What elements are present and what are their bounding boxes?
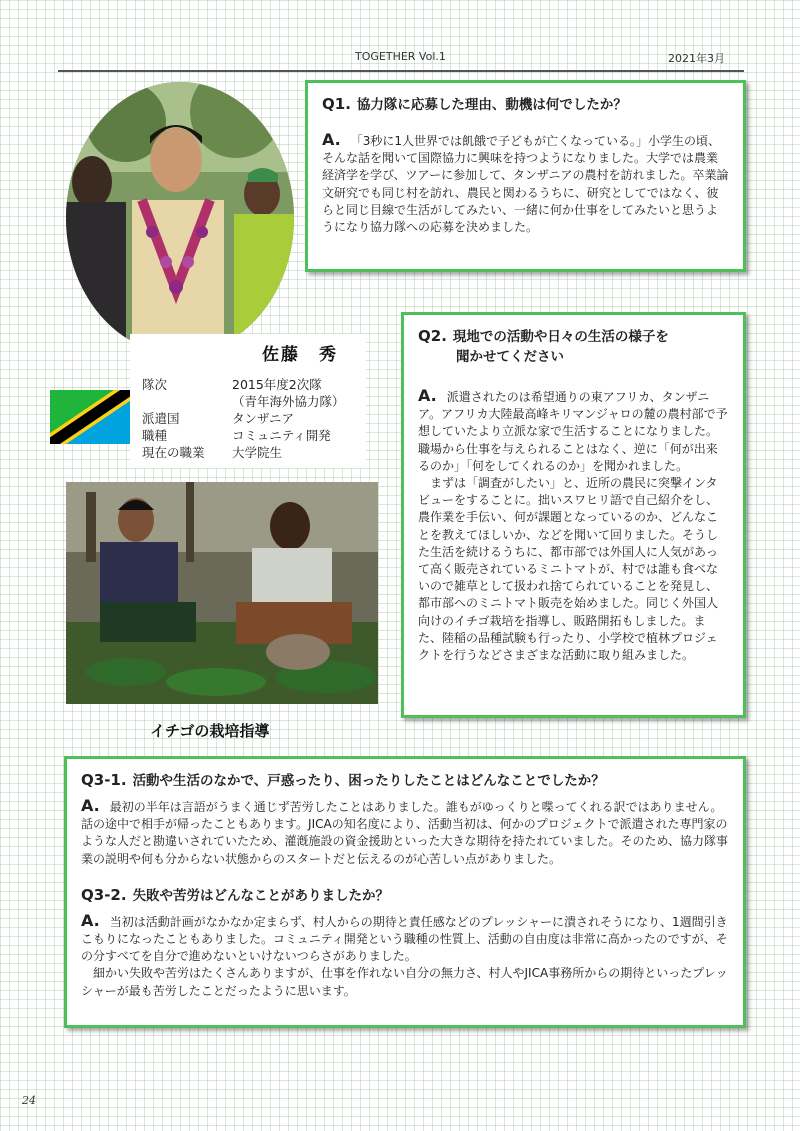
q2-question-line2: 聞かせてください: [456, 349, 564, 365]
q3-1-question-text: 活動や生活のなかで、戸惑ったり、困ったりしたことはどんなことでしたか？: [132, 773, 605, 789]
profile-row-current-job: [142, 444, 345, 461]
profile-row-term: [142, 376, 345, 393]
q1-number: Q1.: [322, 95, 351, 113]
portrait-photo: [66, 82, 294, 354]
magazine-title: TOGETHER Vol.1: [355, 50, 446, 63]
q1-answer-text: 「3秒に1人世界では飢餓で子どもが亡くなっている。」小学生の頃、そんな話を聞いて国際協力に興味を持つようになりました。大学では農業経済学を学び、ツアーに参加して、タンザニアの農村を訪れました。卒業論文研究でも同じ村を訪れ、農民と関わるうちに、研究としてではなく、彼らと同じ目線で生活がしてみたい、一緒に何か仕事をしてみたいと思うようになり協力隊への応募を決めました。: [322, 134, 729, 235]
q3-2-answer-paragraph-1: 当初は活動計画がなかなか定まらず、村人からの期待と責任感などのプレッシャーに潰されそうになり、1週間引きこもりになったこともありました。コミュニティ開発という職種の性質上、活動の自由度は非常に高かったのですが、その分すべてを自分で進めないといけないつらさがありました。: [81, 914, 728, 964]
q3-2-question-text: 失敗や苦労はどんなことがありましたか？: [132, 887, 390, 904]
q3-1-question: [81, 769, 729, 789]
q3-2-answer-label: A.: [81, 910, 100, 930]
page-number: 24: [22, 1094, 36, 1107]
q2-box: [401, 312, 746, 718]
q3-2-question: [81, 884, 729, 904]
q1-question-text: 協力隊に応募した理由、動機は何でしたか？: [356, 97, 627, 113]
q1-question: [322, 93, 729, 113]
tanzania-flag-icon: [50, 390, 130, 444]
profile-key: [142, 393, 232, 410]
profile-row-program: [142, 393, 345, 410]
q3-2-number: Q3-2.: [81, 885, 127, 904]
q3-box: [64, 756, 746, 1028]
q3-1-number: Q3-1.: [81, 771, 127, 789]
q1-box: [305, 80, 746, 272]
q3-2-answer: [81, 912, 729, 1000]
profile-key: 隊次: [142, 377, 168, 392]
profile-row-country: [142, 410, 345, 427]
q2-answer-paragraph-1: 派遣されたのは希望通りの東アフリカ、タンザニア。アフリカ大陸最高峰キリマンジャロの麓の農村部で予想していたより立派な家で生活することになりました。職場から仕事を与えられることはなく、逆に「何が出来るのか」「何をしてくれるのか」を聞かれました。: [418, 390, 728, 473]
q2-number: Q2.: [418, 327, 447, 345]
profile-value: タンザニア: [232, 411, 295, 426]
photo-caption: イチゴの栽培指導: [150, 722, 270, 740]
q3-2-answer-paragraph-2: 細かい失敗や苦労はたくさんありますが、仕事を作れない自分の無力さ、村人やJICA事務所からの期待といったプレッシャーが最も苦労したことだったように思います。: [81, 966, 728, 998]
q2-question-line1: 現地での活動や日々の生活の様子を: [452, 329, 669, 345]
profile-key: 職種: [142, 428, 168, 443]
q2-answer: [418, 387, 729, 664]
volunteer-name: 佐藤 秀: [262, 345, 338, 365]
profile-value: （青年海外協力隊）: [232, 394, 345, 409]
profile-key: 現在の職業: [142, 445, 205, 460]
profile-details: [142, 376, 345, 461]
q1-answer: [322, 131, 729, 236]
header-rule: [58, 70, 744, 72]
q3-1-answer: [81, 797, 729, 868]
q2-question: [418, 325, 729, 365]
q1-answer-label: A.: [322, 130, 341, 149]
profile-row-job-type: [142, 427, 345, 444]
profile-key: 派遣国: [142, 411, 180, 426]
q2-answer-paragraph-2: まずは「調査がしたい」と、近所の農民に突撃インタビューをすることに。拙いスワヒリ語で自己紹介をし、農作業を手伝い、何が課題となっているのか、どんなことを教えてほしいか、などを聞いて回りました。そうした生活を続けるうちに、都市部では外国人に人気があって高く販売されているミニトマトが、村では誰も食べないので雑草として扱われ捨てられていることを発見し、都市部へのミニトマト販売を始めました。同じく外国人向けのイチゴ栽培を指導し、販路開拓もしました。また、陸稲の品種試験も行ったり、小学校で植林プロジェクトを行うなどさまざまな活動に取り組みました。: [418, 476, 719, 663]
profile-value: コミュニティ開発: [232, 428, 331, 443]
profile-value: 大学院生: [232, 445, 283, 460]
issue-date: 2021年3月: [668, 52, 725, 65]
strawberry-farming-photo: [66, 482, 378, 704]
q2-answer-label: A.: [418, 386, 437, 405]
q3-1-answer-text: 最初の半年は言語がうまく通じず苦労したことはありました。誰もがゆっくりと喋ってくれる訳ではありません。話の途中で相手が帰ったこともあります。JICAの知名度により、活動当初は、何かのプロジェクトで派遣された専門家のような人だと勘違いされていたため、灌漑施設の資金援助といった大きな期待を持たれていました。そのため、協力隊事業の説明や何も分からない状態からのスタートだと伝えるのが心苦しい点がありました。: [81, 800, 729, 866]
q3-1-answer-label: A.: [81, 796, 100, 815]
profile-value: 2015年度2次隊: [232, 377, 322, 392]
